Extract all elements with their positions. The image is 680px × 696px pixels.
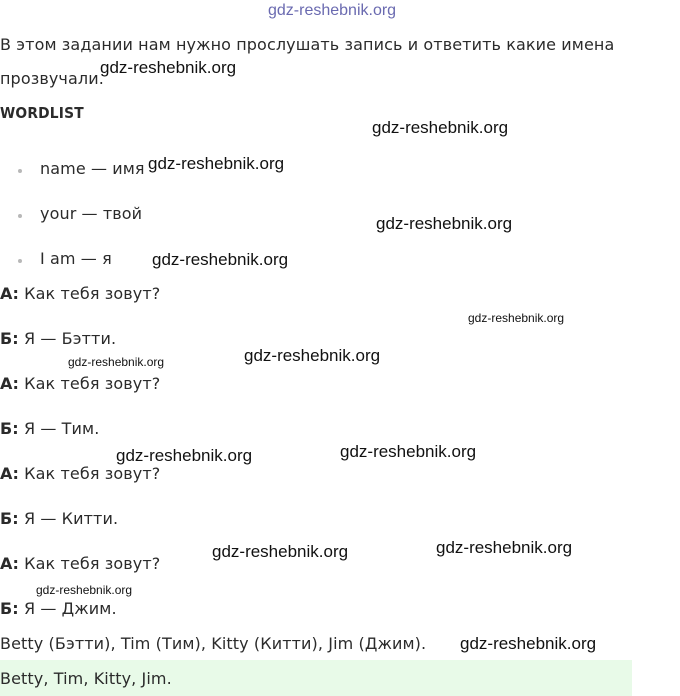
watermark: gdz-reshebnik.org bbox=[212, 542, 349, 561]
wordlist-item: your — твой bbox=[40, 204, 143, 223]
dialogue-line bbox=[0, 554, 160, 573]
wordlist-heading: WORDLIST bbox=[0, 104, 84, 122]
watermark: gdz-reshebnik.org bbox=[148, 154, 285, 173]
dialogue-line bbox=[0, 374, 160, 393]
watermark: gdz-reshebnik.org bbox=[244, 346, 381, 365]
wordlist-item: I am — я bbox=[40, 249, 112, 268]
speaker-label: А: bbox=[0, 284, 19, 303]
watermark: gdz-reshebnik.org bbox=[152, 250, 289, 269]
watermark: gdz-reshebnik.org bbox=[68, 355, 165, 369]
wordlist-item: name — имя bbox=[40, 159, 145, 178]
names-line: Betty (Бэтти), Tim (Тим), Kitty (Китти), Jim (Джим). bbox=[0, 634, 427, 653]
speaker-label: Б: bbox=[0, 509, 19, 528]
dialogue-text: Как тебя зовут? bbox=[24, 374, 161, 393]
dialogue-line bbox=[0, 509, 118, 528]
dialogue-text: Я — Джим. bbox=[23, 599, 117, 618]
dialogue-text: Как тебя зовут? bbox=[24, 554, 161, 573]
header-watermark: gdz-reshebnik.org bbox=[268, 2, 397, 19]
speaker-label: Б: bbox=[0, 419, 19, 438]
bullet-icon bbox=[18, 169, 22, 173]
bullet-icon bbox=[18, 259, 22, 263]
answer-text: Betty, Tim, Kitty, Jim. bbox=[0, 669, 172, 688]
speaker-label: Б: bbox=[0, 599, 19, 618]
dialogue-line bbox=[0, 599, 117, 618]
speaker-label: А: bbox=[0, 374, 19, 393]
speaker-label: А: bbox=[0, 464, 19, 483]
speaker-label: А: bbox=[0, 554, 19, 573]
watermark: gdz-reshebnik.org bbox=[436, 538, 573, 557]
dialogue-text: Я — Тим. bbox=[23, 419, 100, 438]
speaker-label: Б: bbox=[0, 329, 19, 348]
watermark: gdz-reshebnik.org bbox=[372, 118, 509, 137]
bullet-icon bbox=[18, 214, 22, 218]
dialogue-line bbox=[0, 284, 160, 303]
dialogue-line bbox=[0, 329, 116, 348]
dialogue-line bbox=[0, 419, 99, 438]
watermark: gdz-reshebnik.org bbox=[100, 58, 237, 77]
watermark: gdz-reshebnik.org bbox=[376, 214, 513, 233]
dialogue-text: Как тебя зовут? bbox=[24, 464, 161, 483]
watermark: gdz-reshebnik.org bbox=[468, 311, 565, 325]
dialogue-text: Я — Бэтти. bbox=[23, 329, 117, 348]
dialogue-text: Я — Китти. bbox=[23, 509, 119, 528]
dialogue-text: Как тебя зовут? bbox=[24, 284, 161, 303]
intro-paragraph: В этом задании нам нужно прослушать запись и ответить какие имена прозвучали. bbox=[0, 35, 615, 88]
watermark: gdz-reshebnik.org bbox=[340, 442, 477, 461]
dialogue-line bbox=[0, 464, 160, 483]
watermark: gdz-reshebnik.org bbox=[36, 583, 133, 597]
watermark: gdz-reshebnik.org bbox=[116, 446, 253, 465]
watermark: gdz-reshebnik.org bbox=[460, 634, 597, 653]
